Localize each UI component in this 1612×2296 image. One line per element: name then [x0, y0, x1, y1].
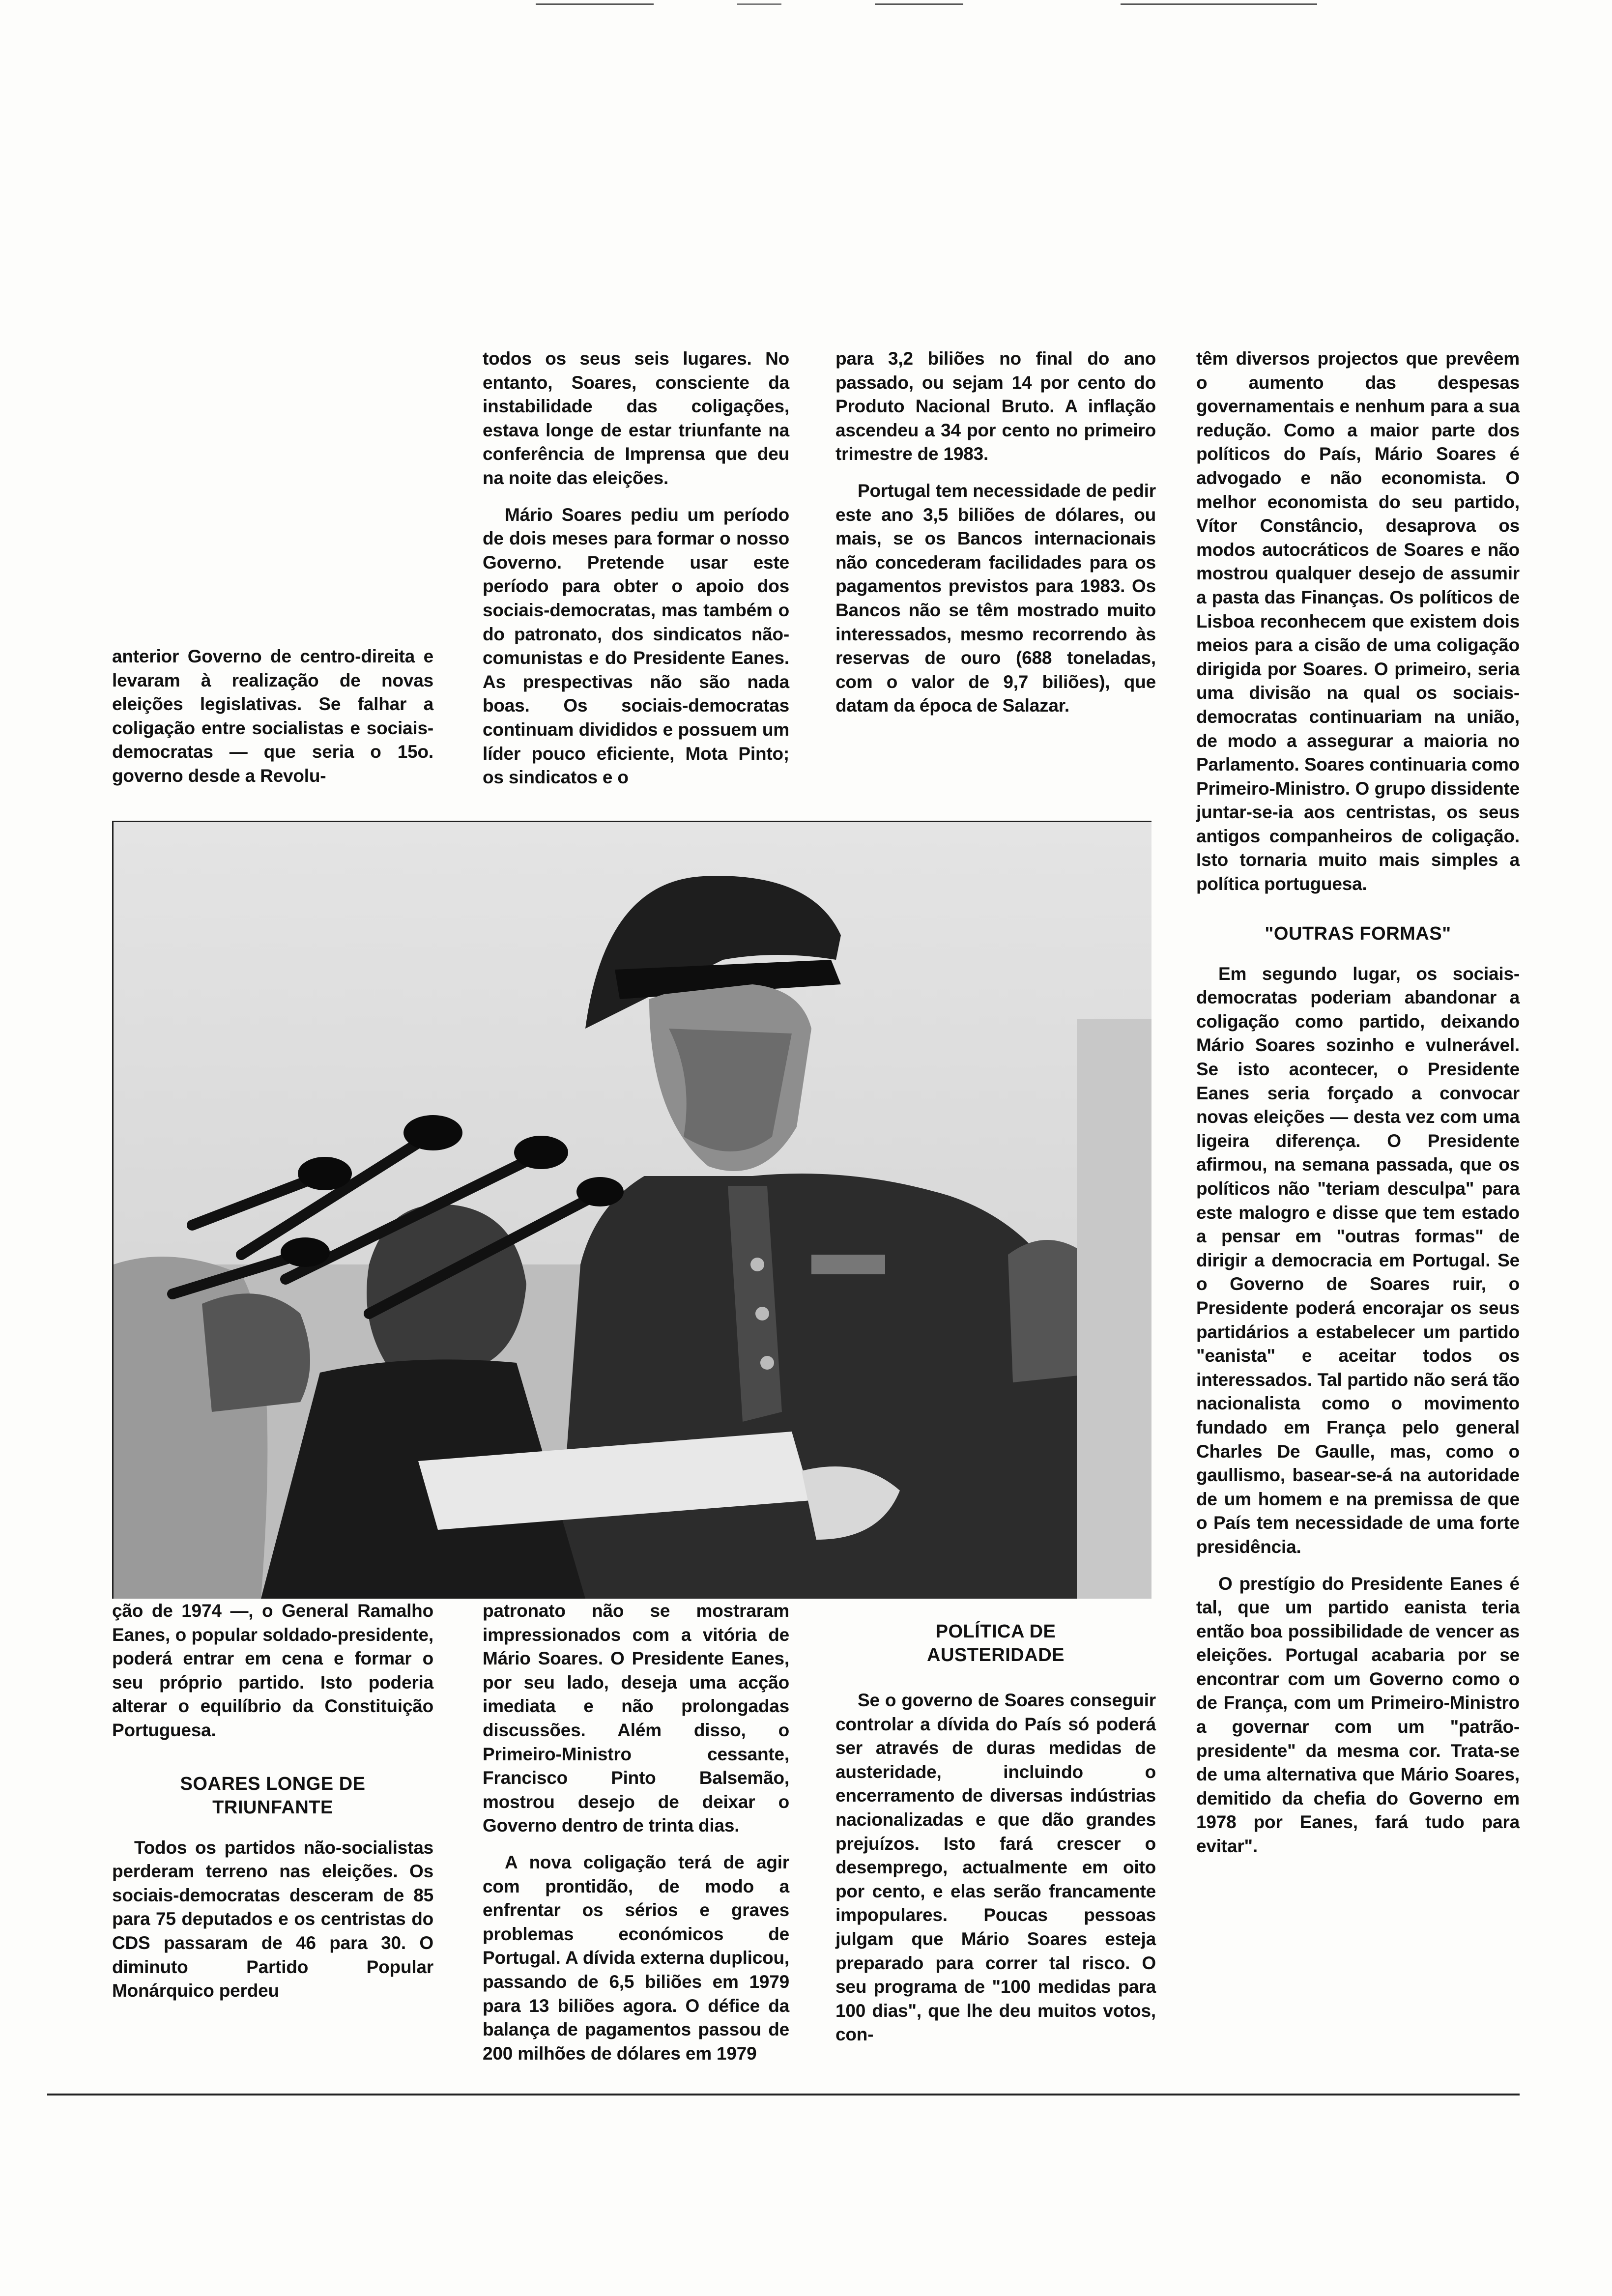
- column4: [1196, 347, 1520, 1871]
- paragraph: Se o governo de Soares conseguir controlar a dívida do País só poderá ser através de duras medidas de austeridade, incluindo o encerramento de diversas indústrias nacionalizadas e que dão grandes prejuízos. Isto fará crescer o desemprego, actualmente em oito por cento, e elas serão francamente impopulares. Poucas pessoas julgam que Mário Soares esteja preparado para correr tal risco. O seu programa de "100 medidas para 100 dias", que lhe deu muitos votos, con-: [835, 1690, 1156, 2045]
- paragraph: ção de 1974 —, o General Ramalho Eanes, o popular soldado-presidente, poderá entrar em cena e formar o seu próprio partido. Isto poderia alterar o equilíbrio da Constituição Portuguesa.: [112, 1601, 433, 1740]
- column2-bottom: [483, 1599, 789, 2078]
- section-heading-outras-formas: "OUTRAS FORMAS": [1265, 923, 1451, 944]
- paragraph: A nova coligação terá de agir com prontidão, de modo a enfrentar os sérios e graves problemas económicos de Portugal. A dívida externa duplicou, passando de 6,5 biliões em 1979 para 13 biliões agora. O défice da balança de pagamentos passou de 200 milhões de dólares em 1979: [483, 1852, 789, 2064]
- column1-bottom: [112, 1599, 433, 2016]
- section-heading-politica-austeridade: POLÍTICA DE AUSTERIDADE: [927, 1621, 1065, 1665]
- bottom-rule: [47, 2094, 1520, 2095]
- paragraph: Todos os partidos não-socialistas perderam terreno nas eleições. Os sociais-democratas desceram de 85 para 75 deputados e os centristas do CDS passaram de 46 para 30. O diminuto Partido Popular Monárquico perdeu: [112, 1837, 433, 2001]
- column3-bottom: [835, 1613, 1156, 2060]
- paragraph: O prestígio do Presidente Eanes é tal, que um partido eanista teria então boa possibilidade de vencer as eleições. Portugal acabaria por se encontrar com um Governo como o de França, com um Primeiro-Ministro a governar com um "patrão-presidente" da mesma cor. Trata-se de uma alternativa que Mário Soares, demitido da chefia do Governo em 1978 por Eanes, fará tudo para evitar".: [1196, 1573, 1520, 1857]
- column2-top: [483, 347, 789, 803]
- paragraph: Portugal tem necessidade de pedir este ano 3,5 biliões de dólares, ou mais, se os Bancos internacionais não concederam facilidades para os pagamentos previstos para 1983. Os Bancos não se têm mostrado muito interessados, mesmo recorrendo às reservas de ouro (688 toneladas, com o valor de 9,7 biliões), que datam da época de Salazar.: [835, 480, 1156, 716]
- paragraph: para 3,2 biliões no final do ano passado, ou sejam 14 por cento do Produto Nacional Bruto. A inflação ascendeu a 34 por cento no primeiro trimestre de 1983.: [835, 348, 1156, 464]
- column1-top: [112, 645, 433, 801]
- photograph-general-at-microphones: [112, 821, 1151, 1599]
- paragraph: patronato não se mostraram impressionados com a vitória de Mário Soares. O Presidente Eanes, por seu lado, deseja uma acção imediata e não prolongadas discussões. Além disso, o Primeiro-Ministro cessante, Francisco Pinto Balsemão, mostrou desejo de deixar o Governo dentro de trinta dias.: [483, 1601, 789, 1836]
- column3-top: [835, 347, 1156, 731]
- section-heading-soares-longe: SOARES LONGE DE TRIUNFANTE: [180, 1773, 366, 1818]
- paragraph: Mário Soares pediu um período de dois meses para formar o nosso Governo. Pretende usar este período para obter o apoio dos sociais-democratas, mas também o do patronato, dos sindicatos não-comunistas e do Presidente Eanes. As prespectivas não são nada boas. Os sociais-democratas continuam divididos e possuem um líder pouco eficiente, Mota Pinto; os sindicatos e o: [483, 504, 789, 788]
- paragraph: têm diversos projectos que prevêem o aumento das despesas governamentais e nenhum para a sua redução. Como a maior parte dos políticos do País, Mário Soares é advogado e não economista. O melhor economista do seu partido, Vítor Constâncio, desaprova os modos autocráticos de Soares e não mostrou qualquer desejo de assumir a pasta das Finanças. Os políticos de Lisboa reconhecem que existem dois meios para a cisão de uma coligação dirigida por Soares. O primeiro, seria uma divisão na qual os sociais-democratas continuariam na união, de modo a assegurar a maioria no Parlamento. Soares continuaria como Primeiro-Ministro. O grupo dissidente juntar-se-ia aos centristas, os seus antigos companheiros de coligação. Isto tornaria muito mais simples a política portuguesa.: [1196, 348, 1520, 894]
- scan-top-marks: [0, 0, 1612, 3]
- paragraph: todos os seus seis lugares. No entanto, Soares, consciente da instabilidade das coligações, estava longe de estar triunfante na conferência de Imprensa que deu na noite das eleições.: [483, 348, 789, 488]
- paragraph: anterior Governo de centro-direita e levaram à realização de novas eleições legislativas. Se falhar a coligação entre socialistas e sociais-democratas — que seria o 15o. governo desde a Revolu-: [112, 646, 433, 786]
- paragraph: Em segundo lugar, os sociais-democratas poderiam abandonar a coligação como partido, deixando Mário Soares sozinho e vulnerável. Se isto acontecer, o Presidente Eanes seria forçado a convocar novas eleições — desta vez com uma ligeira diferença. O Presidente afirmou, na semana passada, que os políticos não "teriam desculpa" para este malogro e disse que tem estado a pensar em "outras formas" de dirigir a democracia em Portugal. Se o Governo de Soares ruir, o Presidente poderá encorajar os seus partidários a estabelecer um partido "eanista" e aceitar todos os interessados. Tal partido não será tão nacionalista como o movimento fundado em França pelo general Charles De Gaulle, mas, como o gaullismo, basear-se-á na autoridade de um homem e na premissa de que o País tem necessidade de uma forte presidência.: [1196, 963, 1520, 1557]
